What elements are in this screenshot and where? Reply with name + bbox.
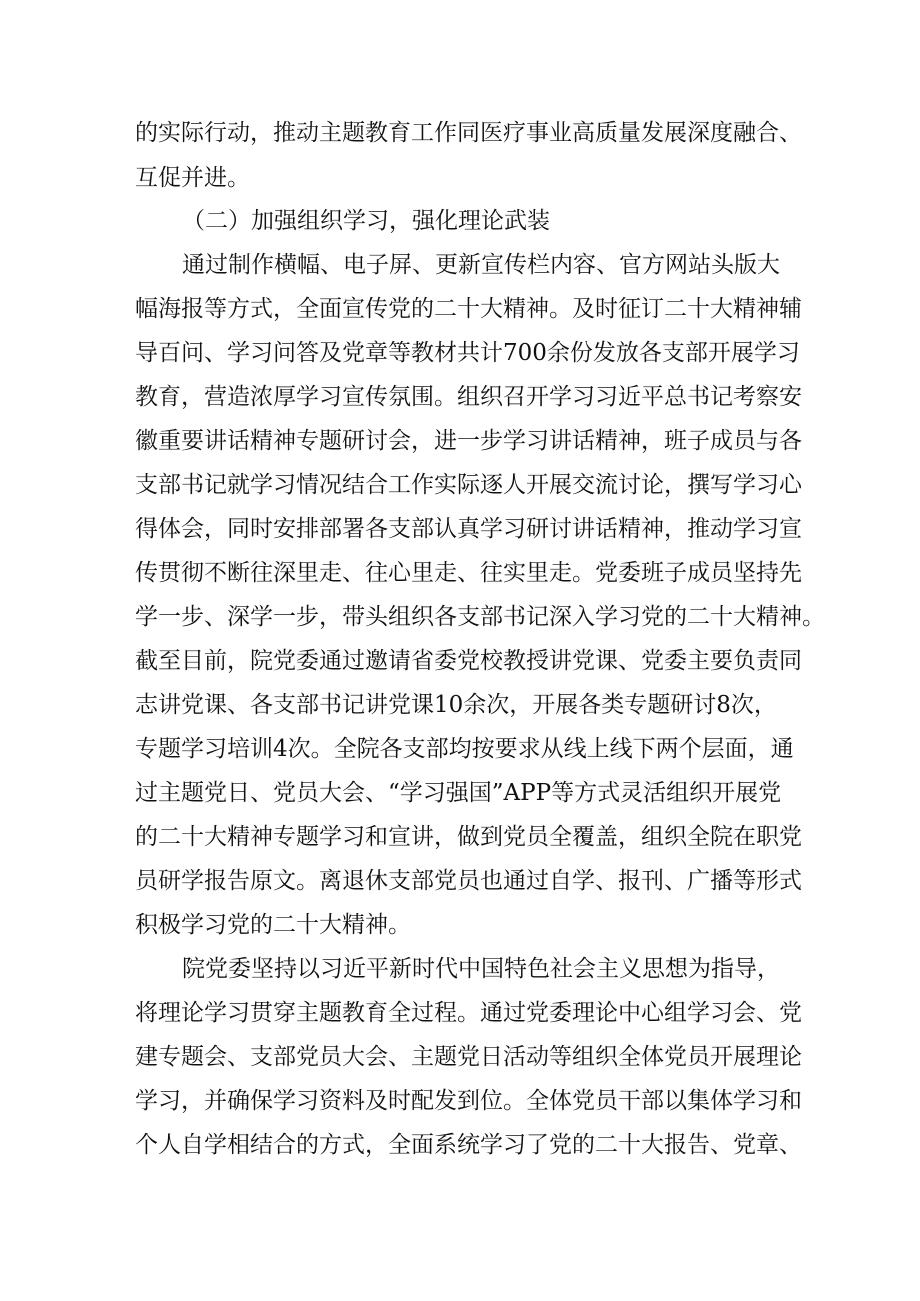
- text-line: 幅海报等方式，全面宣传党的二十大精神。及时征订二十大精神辅: [135, 296, 802, 322]
- text-line: 教育，营造浓厚学习宣传氛围。组织召开学习习近平总书记考察安: [135, 384, 802, 410]
- section-heading: （二）加强组织学习，强化理论武装: [182, 208, 550, 234]
- text-line: 徽重要讲话精神专题研讨会，进一步学习讲话精神，班子成员与各: [135, 428, 802, 454]
- text-line: 得体会，同时安排部署各支部认真学习研讨讲话精神，推动学习宣: [135, 516, 802, 542]
- text-line: 院党委坚持以习近平新时代中国特色社会主义思想为指导，: [182, 956, 780, 982]
- text-line: 的实际行动，推动主题教育工作同医疗事业高质量发展深度融合、: [135, 120, 802, 146]
- text-line: 互促并进。: [135, 165, 250, 191]
- text-line: 员研学报告原文。离退休支部党员也通过自学、报刊、广播等形式: [135, 868, 802, 894]
- text-line: 截至目前，院党委通过邀请省委党校教授讲党课、党委主要负责同: [135, 648, 802, 674]
- text-line: 将理论学习贯穿主题教育全过程。通过党委理论中心组学习会、党: [135, 1000, 802, 1026]
- text-line: 导百问、学习问答及党章等教材共计700余份发放各支部开展学习: [135, 340, 800, 366]
- text-line: 积极学习党的二十大精神。: [135, 912, 411, 938]
- text-line: 的二十大精神专题学习和宣讲，做到党员全覆盖，组织全院在职党: [135, 824, 802, 850]
- text-line: 建专题会、支部党员大会、主题党日活动等组织全体党员开展理论: [135, 1044, 802, 1070]
- text-line: 支部书记就学习情况结合工作实际逐人开展交流讨论，撰写学习心: [135, 472, 802, 498]
- text-line: 学习，并确保学习资料及时配发到位。全体党员干部以集体学习和: [135, 1088, 802, 1114]
- text-line: 学一步、深学一步，带头组织各支部书记深入学习党的二十大精神。: [135, 604, 825, 630]
- text-line: 过主题党日、党员大会、“学习强国”APP等方式灵活组织开展党: [135, 780, 782, 806]
- text-line: 传贯彻不断往深里走、往心里走、往实里走。党委班子成员坚持先: [135, 560, 802, 586]
- text-line: 志讲党课、各支部书记讲党课10余次，开展各类专题研讨8次，: [135, 692, 777, 718]
- text-line: 专题学习培训4次。全院各支部均按要求从线上线下两个层面，通: [135, 736, 794, 762]
- text-line: 通过制作横幅、电子屏、更新宣传栏内容、官方网站头版大: [182, 252, 780, 278]
- text-line: 个人自学相结合的方式，全面系统学习了党的二十大报告、党章、: [135, 1132, 802, 1158]
